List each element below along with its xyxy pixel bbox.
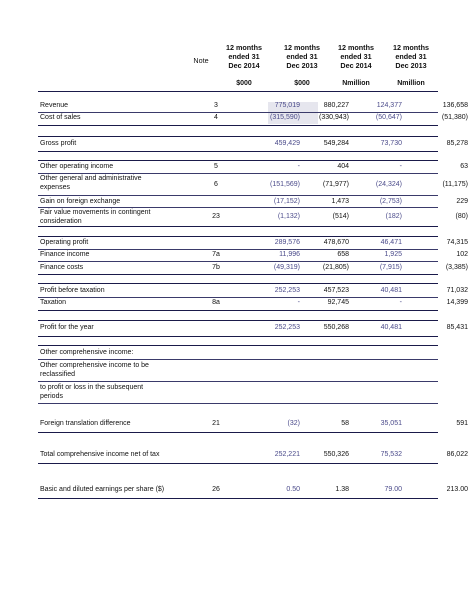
cell: 775,019	[274, 102, 300, 109]
cell: (2,753)	[379, 198, 402, 205]
cell: 459,429	[274, 140, 300, 147]
cell: (80)	[455, 213, 468, 220]
row-note: 7a	[212, 251, 220, 258]
col1-unit: $000	[236, 80, 252, 87]
cell: 124,377	[376, 102, 402, 109]
row-label: Foreign translation difference	[40, 420, 131, 427]
label-line2: expenses	[40, 183, 70, 191]
cell: 550,326	[323, 451, 349, 458]
rule	[38, 403, 438, 404]
row-label: Finance costs	[40, 264, 84, 271]
cell: 229	[456, 198, 468, 205]
header-rule	[38, 91, 438, 92]
note-column-header: Note	[193, 56, 209, 65]
cell: -	[297, 299, 300, 306]
col3-line3: Dec 2014	[340, 61, 372, 70]
cell: (182)	[385, 213, 402, 220]
row-label: Gross profit	[40, 140, 77, 147]
cell: 11,996	[279, 251, 300, 258]
col4-line3: Dec 2013	[395, 61, 427, 70]
row-label: Other comprehensive income:	[40, 349, 134, 356]
rule	[38, 432, 438, 433]
cell: 71,032	[446, 287, 468, 294]
label-line2: reclassified	[40, 370, 76, 378]
col1-line2: ended 31	[228, 52, 260, 61]
cell: -	[297, 163, 300, 170]
rule	[38, 274, 438, 275]
cell: 75,532	[380, 451, 402, 458]
row-note: 7b	[212, 264, 220, 271]
label-line2: consideration	[40, 217, 82, 225]
cell: (330,943)	[319, 114, 349, 121]
cell: 404	[337, 163, 349, 170]
col2-unit: $000	[294, 80, 310, 87]
col3-line1: 12 months	[338, 43, 374, 52]
cell: 74,315	[446, 239, 468, 246]
cell: 213.00	[446, 486, 468, 493]
cell: (3,385)	[445, 264, 468, 271]
cell: 550,268	[323, 324, 349, 331]
cell: 478,670	[323, 239, 349, 246]
row-label: Taxation	[40, 299, 67, 306]
col2-line1: 12 months	[284, 43, 320, 52]
row-note: 8a	[212, 299, 220, 306]
cell: 14,399	[446, 299, 468, 306]
rule	[38, 359, 438, 360]
cell: (49,319)	[273, 264, 300, 271]
rule	[38, 283, 438, 284]
cell: -	[399, 299, 402, 306]
cell: 86,022	[446, 451, 468, 458]
row-label: Basic and diluted earnings per share ($)	[40, 486, 165, 493]
rule	[38, 226, 438, 227]
cell: 252,253	[274, 287, 300, 294]
col4-unit: Nmillion	[397, 80, 425, 87]
cell: 0.50	[286, 486, 300, 493]
rule	[38, 463, 438, 464]
row-note: 5	[214, 163, 218, 170]
row-label	[40, 175, 142, 192]
cell: 252,253	[274, 324, 300, 331]
rule	[38, 112, 438, 113]
row-label	[40, 209, 151, 226]
row-label: Revenue	[40, 102, 69, 109]
col1-line3: Dec 2014	[228, 61, 260, 70]
row-note: 23	[212, 213, 220, 220]
cell: (51,380)	[441, 114, 468, 121]
rule	[38, 151, 438, 152]
cell: 85,431	[446, 324, 468, 331]
row-label: Gain on foreign exchange	[40, 198, 121, 205]
rule	[38, 236, 438, 237]
col3-unit: Nmillion	[342, 80, 370, 87]
cell: 40,481	[380, 287, 402, 294]
rule	[38, 297, 438, 298]
cell: 46,471	[380, 239, 402, 246]
label-line1: Other general and administrative	[40, 175, 142, 182]
cell: (1,132)	[277, 213, 300, 220]
col4-line2: ended 31	[395, 52, 427, 61]
cell: 85,278	[446, 140, 468, 147]
cell: 102	[456, 251, 468, 258]
cell: (50,647)	[375, 114, 402, 121]
col2-line3: Dec 2013	[286, 61, 318, 70]
cell: 63	[460, 163, 468, 170]
rule	[38, 195, 438, 196]
rule	[38, 310, 438, 311]
row-note: 3	[214, 102, 218, 109]
cell: (315,590)	[270, 114, 300, 121]
row-label	[40, 362, 149, 379]
rule	[38, 173, 438, 174]
cell: 79.00	[384, 486, 402, 493]
row-note: 6	[214, 181, 218, 188]
rule	[38, 381, 438, 382]
col4-line1: 12 months	[393, 43, 429, 52]
cell: (514)	[332, 213, 349, 220]
cell: 1,925	[384, 251, 402, 258]
cell: 35,051	[380, 420, 402, 427]
rule	[38, 136, 438, 137]
row-label: Profit for the year	[40, 324, 94, 331]
cell: 136,658	[442, 102, 468, 109]
cell: (21,805)	[322, 264, 349, 271]
rule	[38, 261, 438, 262]
rule	[38, 345, 438, 346]
row-note: 26	[212, 486, 220, 493]
cell: (32)	[287, 420, 300, 427]
cell: 73,730	[380, 140, 402, 147]
cell: 58	[341, 420, 349, 427]
row-label: Other operating income	[40, 163, 114, 170]
rule	[38, 207, 438, 208]
rule	[38, 160, 438, 161]
col1-line1: 12 months	[226, 43, 262, 52]
cell: 92,745	[327, 299, 349, 306]
row-label	[40, 384, 143, 401]
cell: 252,221	[274, 451, 300, 458]
row-label: Total comprehensive income net of tax	[40, 451, 160, 458]
col2-line2: ended 31	[286, 52, 318, 61]
row-label: Profit before taxation	[40, 287, 105, 294]
row-note: 4	[214, 114, 218, 121]
cell: (11,175)	[442, 181, 468, 188]
rule	[38, 498, 438, 499]
rule	[38, 125, 438, 126]
cell: 880,227	[323, 102, 349, 109]
cell: 549,284	[323, 140, 349, 147]
label-line2: periods	[40, 392, 63, 400]
cell: (24,324)	[375, 181, 402, 188]
rule	[38, 320, 438, 321]
cell: 289,576	[274, 239, 300, 246]
row-label: Cost of sales	[40, 114, 81, 121]
col3-line2: ended 31	[340, 52, 372, 61]
label-line1: Fair value movements in contingent	[40, 209, 151, 216]
cell: (71,977)	[322, 181, 349, 188]
cell: 658	[337, 251, 349, 258]
cell: (151,569)	[270, 181, 300, 188]
label-line1: to profit or loss in the subsequent	[40, 384, 144, 391]
label-line1: Other comprehensive income to be	[40, 362, 149, 369]
cell: (17,152)	[273, 198, 300, 205]
cell: 591	[456, 420, 468, 427]
row-note: 21	[212, 420, 220, 427]
cell: 1,473	[331, 198, 349, 205]
row-label: Finance income	[40, 251, 90, 258]
cell: 457,523	[323, 287, 349, 294]
rule	[38, 336, 438, 337]
rule	[38, 249, 438, 250]
cell: 40,481	[380, 324, 402, 331]
cell: -	[399, 163, 402, 170]
row-label: Operating profit	[40, 239, 89, 246]
cell: (7,915)	[379, 264, 402, 271]
cell: 1.38	[335, 486, 349, 493]
